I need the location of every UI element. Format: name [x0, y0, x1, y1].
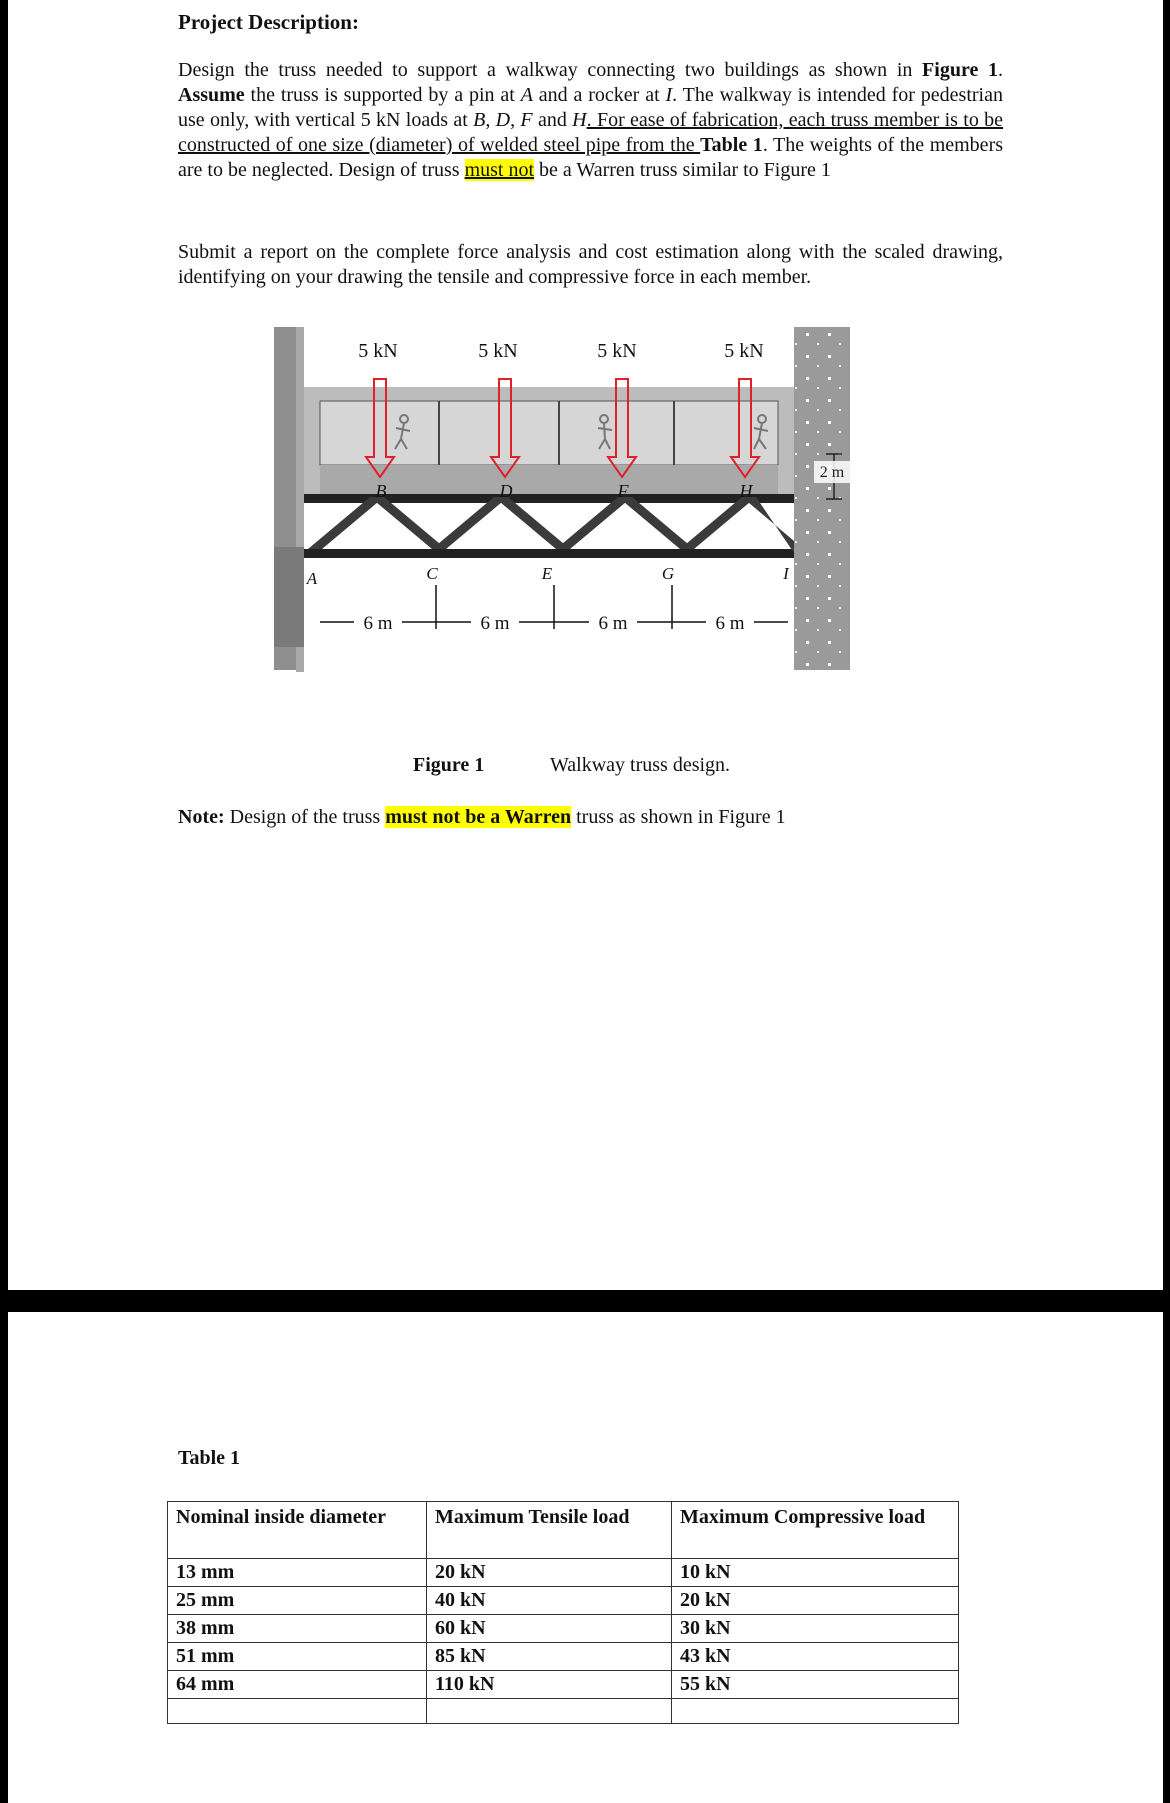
joint-label: G	[661, 564, 675, 583]
truss	[304, 494, 794, 558]
must-not-highlight: must not	[464, 159, 535, 181]
column-header: Nominal inside diameter	[168, 1502, 427, 1559]
table-cell: 43 kN	[672, 1643, 959, 1671]
table-cell: 30 kN	[672, 1615, 959, 1643]
load-label: 5 kN	[478, 340, 518, 362]
table-cell: 110 kN	[427, 1671, 672, 1699]
table-row-empty	[168, 1699, 959, 1724]
table-title: Table 1	[178, 1447, 241, 1469]
joint-label: B	[375, 481, 387, 501]
table-cell: 55 kN	[672, 1671, 959, 1699]
height-dimension: 2 m	[819, 464, 845, 481]
table-row	[168, 1559, 959, 1587]
table-cell: 20 kN	[672, 1587, 959, 1615]
table-cell: 40 kN	[427, 1587, 672, 1615]
span-label: 6 m	[480, 613, 510, 634]
joint-label: E	[541, 564, 553, 583]
section-title: Project Description:	[178, 10, 359, 34]
warren-highlight: must not be a Warren	[385, 806, 572, 828]
table-row	[168, 1671, 959, 1699]
table-cell: 38 mm	[168, 1615, 427, 1643]
joint-label: C	[426, 564, 438, 583]
figure-caption-number: Figure 1	[413, 754, 485, 776]
table-cell	[427, 1699, 672, 1724]
table-header-row	[168, 1502, 959, 1559]
joint-label: H	[739, 481, 753, 501]
table-row	[168, 1643, 959, 1671]
submit-paragraph: Submit a report on the complete force analysis and cost estimation along with the scaled drawing, identifying on your drawing the tensile and compressive force in each member.	[178, 241, 1003, 288]
joint-label: A	[306, 569, 318, 588]
table-cell	[168, 1699, 427, 1724]
table-cell: 13 mm	[168, 1559, 427, 1587]
span-label: 6 m	[363, 613, 393, 634]
table-cell: 85 kN	[427, 1643, 672, 1671]
joint-label: F	[617, 481, 629, 501]
pipe-capacity-table	[167, 1501, 959, 1724]
table-row	[168, 1615, 959, 1643]
table-cell: 51 mm	[168, 1643, 427, 1671]
load-label: 5 kN	[724, 340, 764, 362]
column-header: Maximum Compressive load	[672, 1502, 959, 1559]
page-2	[8, 1312, 1163, 1803]
table-cell: 60 kN	[427, 1615, 672, 1643]
table-cell: 10 kN	[672, 1559, 959, 1587]
load-label: 5 kN	[358, 340, 398, 362]
joint-label: I	[783, 564, 789, 583]
figure-caption-text: Walkway truss design.	[550, 754, 731, 776]
right-support	[794, 547, 850, 647]
table-cell	[672, 1699, 959, 1724]
span-label: 6 m	[598, 613, 628, 634]
left-support	[274, 547, 304, 647]
project-paragraph: Design the truss needed to support a walkway connecting two buildings as shown in Figure 1. Assume the truss is supported by a pin at A and a rocker at I. The walkway is intended for pedestrian use only, with vertical 5 kN loads at B, D, F and H. For ease of fabrication, each truss member is to be constructed of one size (diameter) of welded steel pipe from the Table 1. The weights of the members are to be neglected. Design of truss must not be a Warren truss similar to Figure 1	[178, 59, 1004, 181]
load-label: 5 kN	[597, 340, 637, 362]
table-cell: 64 mm	[168, 1671, 427, 1699]
design-note: Note: Design of the truss must not be a Warren truss as shown in Figure 1	[178, 806, 786, 828]
table-cell: 20 kN	[427, 1559, 672, 1587]
span-label: 6 m	[715, 613, 745, 634]
table-row	[168, 1587, 959, 1615]
column-header: Maximum Tensile load	[427, 1502, 672, 1559]
page-1	[8, 0, 1163, 1290]
joint-label: D	[499, 481, 513, 501]
table-cell: 25 mm	[168, 1587, 427, 1615]
walkway-truss-figure	[274, 327, 880, 672]
